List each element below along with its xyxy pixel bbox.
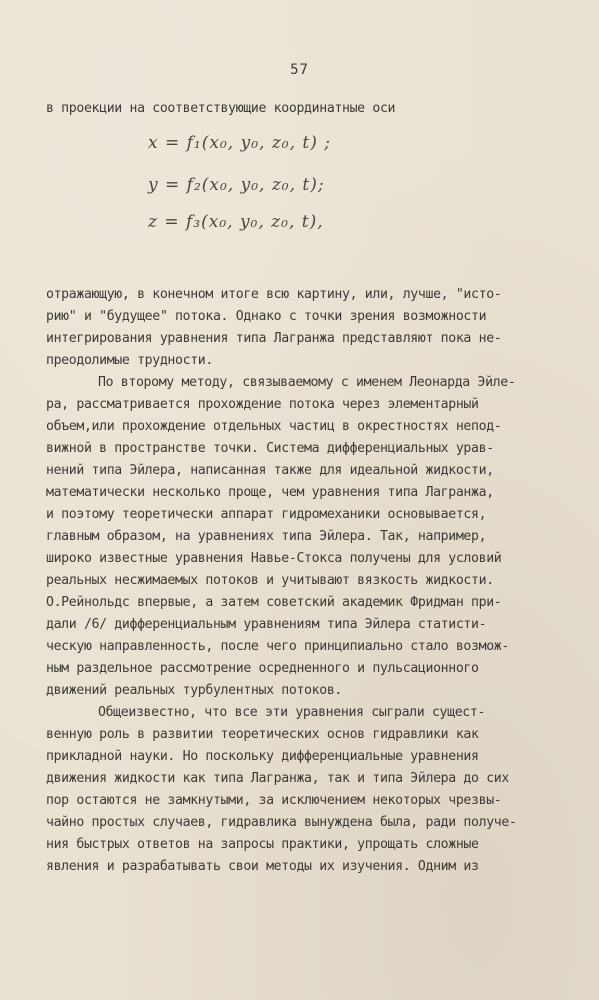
text-line: чайно простых случаев, гидравлика вынуждена была, ради получе- — [46, 815, 517, 830]
formula-z: z = f₃(x₀, y₀, z₀, t), — [148, 212, 324, 232]
text-line: главным образом, на уравнениях типа Эйлера. Так, например, — [46, 529, 487, 544]
text-line: дали /6/ дифференциальным уравнениям типа Эйлера статисти- — [46, 617, 487, 632]
text-line: венную роль в развитии теоретических основ гидравлики как — [46, 727, 479, 742]
text-line: реальных несжимаемых потоков и учитывают вязкость жидкости. — [46, 573, 494, 588]
page-number: 57 — [290, 62, 309, 78]
text-line: движений реальных турбулентных потоков. — [46, 683, 342, 698]
text-line: ным раздельное рассмотрение осредненного и пульсационного — [46, 661, 479, 676]
text-line: вижной в пространстве точки. Система дифференциальных урав- — [46, 441, 494, 456]
text-line: интегрирования уравнения типа Лагранжа представляют пока не- — [46, 331, 502, 346]
text-line: рию" и "будущее" потока. Однако с точки зрения возможности — [46, 309, 487, 324]
formula-y: y = f₂(x₀, y₀, z₀, t); — [148, 175, 325, 195]
text-line: О.Рейнольдс впервые, а затем советский академик Фридман при- — [46, 595, 502, 610]
text-line: явления и разрабатывать свои методы их изучения. Одним из — [46, 859, 479, 874]
text-line: ния быстрых ответов на запросы практики, упрощать сложные — [46, 837, 479, 852]
text-line: прикладной науки. Но поскольку дифференциальные уравнения — [46, 749, 479, 764]
text-line: объем,или прохождение отдельных частиц в окрестностях непод- — [46, 419, 502, 434]
text-line: преодолимые трудности. — [46, 353, 213, 368]
text-line: движения жидкости как типа Лагранжа, так и типа Эйлера до сих — [46, 771, 509, 786]
text-line: нений типа Эйлера, написанная также для идеальной жидкости, — [46, 463, 494, 478]
text-line: отражающую, в конечном итоге всю картину, или, лучше, "исто- — [46, 287, 502, 302]
text-line: и поэтому теоретически аппарат гидромеханики основывается, — [46, 507, 487, 522]
text-line: широко известные уравнения Навье-Стокса получены для условий — [46, 551, 502, 566]
text-line: математически несколько проще, чем уравнения типа Лагранжа, — [46, 485, 494, 500]
text-line: ческую направленность, после чего принципиально стало возмож- — [46, 639, 509, 654]
formula-x: x = f₁(x₀, y₀, z₀, t) ; — [148, 133, 331, 153]
intro-line: в проекции на соответствующие координатные оси — [46, 101, 396, 116]
text-line: ра, рассматривается прохождение потока через элементарный — [46, 397, 479, 412]
paragraph-start-line: По второму методу, связываемому с именем Леонарда Эйле- — [98, 375, 516, 390]
paragraph-start-line: Общеизвестно, что все эти уравнения сыграли сущест- — [98, 705, 486, 720]
text-line: пор остаются не замкнутыми, за исключением некоторых чрезвы- — [46, 793, 502, 808]
